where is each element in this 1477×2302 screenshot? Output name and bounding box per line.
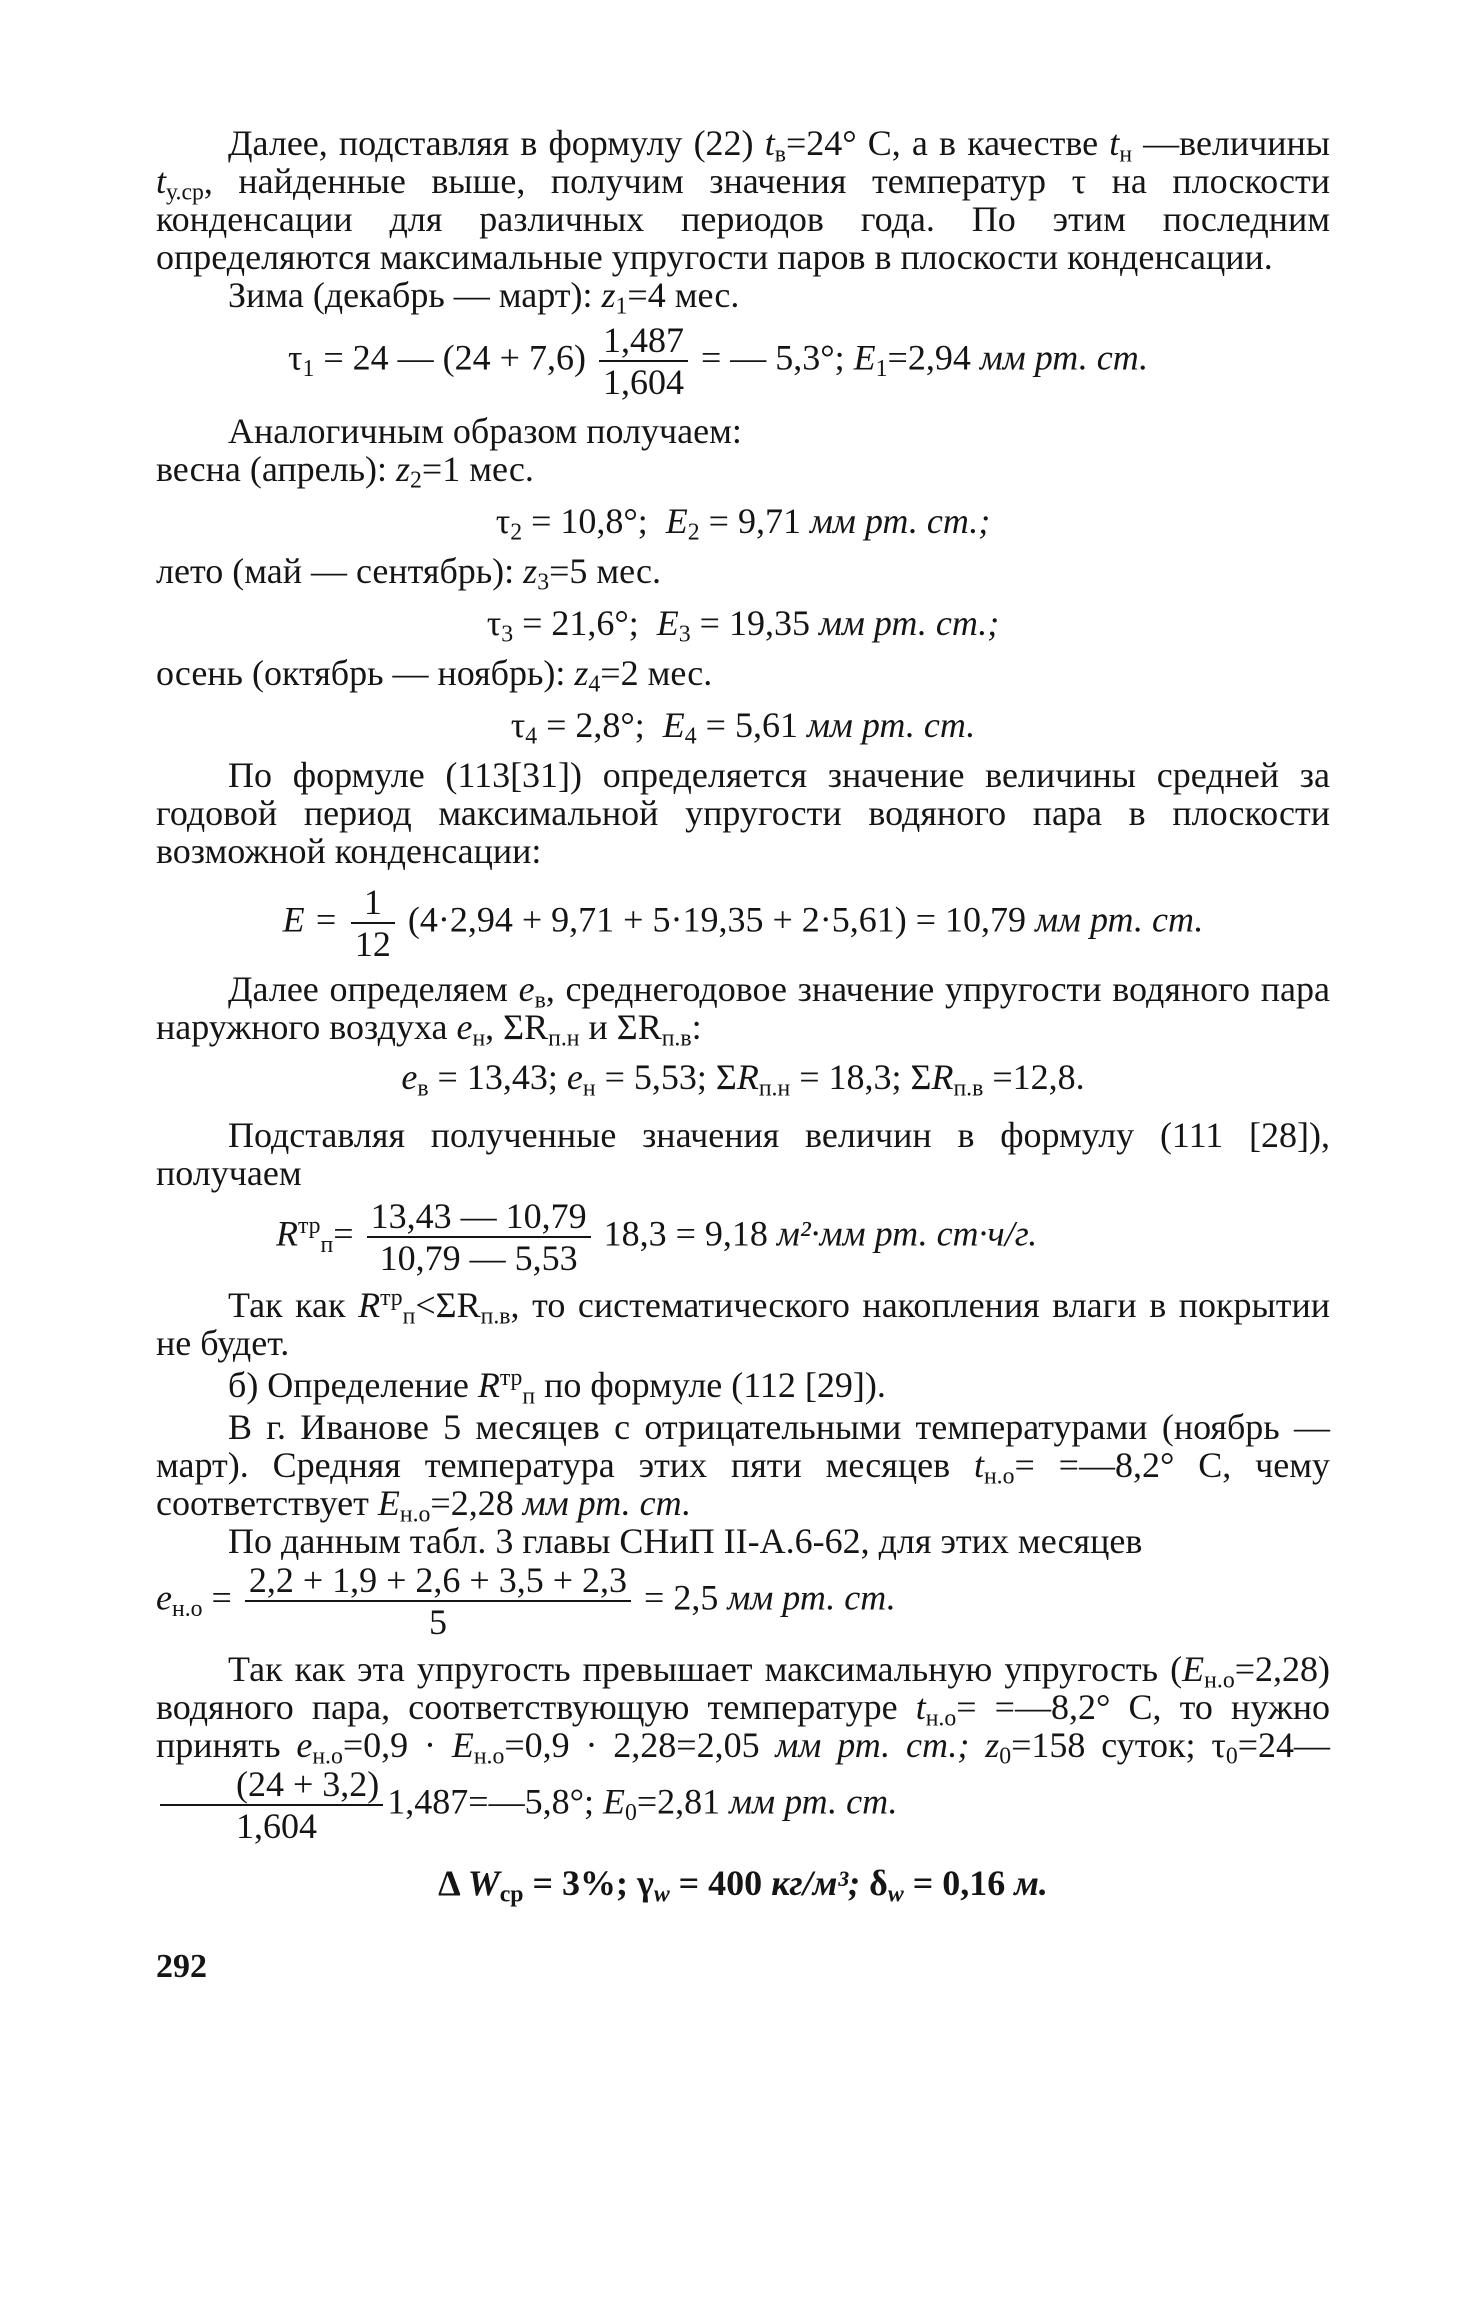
numerator: 1 xyxy=(351,882,395,924)
numerator: 13,43 — 10,79 xyxy=(367,1196,591,1238)
unit: мм рт. ст. xyxy=(727,1577,896,1618)
equation-values: $e_в = 13,43$; $e_н = 5,53$; $\Sigma R_{п.н} = 18,3$; $\Sigma R_{п.в} =12,8$. xyxy=(401,1057,1085,1102)
text: =158 суток; xyxy=(1011,1725,1212,1765)
eq-text: = 13,43; xyxy=(437,1057,558,1097)
paragraph-max-pressure: Так как эта упругость превышает максимальную упругость $(E_{н.о}=2,28)$ водяного пара, соответствующую температуре $t_{н.о}=$ =—8,2° С, то нужно принять $e_{н.о}=0,9 \cdot E_{н.о}=0,9 \cdot 2,28=2,05$ мм рт. ст.; $z_0=158$ суток; $\tau_0=24—$ $\frac{(24 + 3,2)}{1,604}$ 1,487=—5,8°; $E_0=2,81$ мм рт. ст. xyxy=(156,1649,1330,1846)
unit: мм рт. ст.; xyxy=(818,603,1000,643)
unit: мм рт. ст.; xyxy=(809,501,991,541)
unit: мм рт. ст.; xyxy=(775,1725,970,1765)
text: = =—8,2° С, то нужно принять xyxy=(156,1687,1330,1765)
text: =24— xyxy=(1237,1725,1330,1765)
unit: м²·мм рт. ст·ч/г. xyxy=(776,1213,1038,1254)
fraction xyxy=(245,1560,631,1642)
paragraph-no-accumulation: Так как $R^{тр}_п<\Sigma R_{п.в}$, то систематического накопления влаги в покрытии не будет. xyxy=(156,1285,1331,1363)
eq-text: = 3%; xyxy=(532,1863,628,1903)
numerator: 1,487 xyxy=(599,320,688,362)
autumn-line: осень (октябрь — ноябрь): $z_4=2$ мес. xyxy=(156,653,713,698)
numerator: (24 + 3,2) xyxy=(160,1764,383,1806)
text: 1,487=—5,8°; xyxy=(387,1781,603,1822)
summer-line: лето (май — сентябрь): $z_3=5$ мес. xyxy=(156,551,661,596)
paragraph-formula-111: Подставляя полученные значения величин в формулу (111 [28]), получаем xyxy=(156,1115,1330,1193)
unit: мм рт. ст. xyxy=(522,1483,692,1523)
eq-text: = 400 xyxy=(678,1863,763,1903)
text: =5 мес. xyxy=(549,551,661,591)
unit: мм рт. ст. xyxy=(979,337,1149,378)
eq-text: (4·2,94 + 9,71 + 5·19,35 + 2·5,61) = 10,79 xyxy=(407,899,1027,940)
eq-text: = 10,8°; xyxy=(531,501,648,541)
text: Так как эта упругость превышает максимальную упругость ( xyxy=(228,1649,1183,1689)
text: , то систематического накопления влаги в покрытии не будет. xyxy=(156,1285,1331,1363)
text: =2,81 xyxy=(636,1781,730,1822)
eq-text: 18,3 = 9,18 xyxy=(603,1213,768,1254)
eq-text: =2,94 xyxy=(887,337,971,378)
eq-text: = 2,8°; xyxy=(546,705,645,745)
text: =2,28) водяного пара, соответствующую температуре xyxy=(156,1649,1330,1727)
text: по формуле (112 [29]). xyxy=(535,1365,886,1405)
equation-tau3: $\tau_3 = 21,6^\circ$; $E_3 = 19,35$ мм рт. ст.; xyxy=(486,603,1000,648)
superscript: тр xyxy=(298,1213,321,1240)
denominator: 1,604 xyxy=(236,1806,317,1846)
eq-text: = 5,53; xyxy=(604,1057,707,1097)
fraction xyxy=(367,1196,591,1278)
text: Далее, подставляя в формулу (22) xyxy=(228,123,765,163)
eq-text: E = xyxy=(282,899,338,940)
text: осень (октябрь — ноябрь): xyxy=(156,653,575,693)
text: = =—8,2° С, чему соответствует xyxy=(156,1445,1330,1523)
paragraph-definition-b: б) Определение $R^{тр}_п$ по формуле (112 [29]). xyxy=(228,1365,886,1410)
text: =2 мес. xyxy=(600,653,713,693)
equation-E xyxy=(156,882,1330,964)
unit: мм рт. ст. xyxy=(1035,899,1204,940)
text: Так как xyxy=(228,1285,359,1325)
equation-tau4: $\tau_4 = 2,8^\circ$; $E_4 = 5,61$ мм рт. ст. xyxy=(510,705,976,750)
text: и ΣR xyxy=(579,1007,662,1047)
eq-text: = 21,6°; xyxy=(522,603,639,643)
unit: мм рт. ст. xyxy=(806,705,976,745)
analog-line: Аналогичным образом получаем: xyxy=(228,411,742,451)
denominator: 1,604 xyxy=(602,362,684,402)
paragraph-formula-113: По формуле (113[31]) определяется значение величины средней за годовой период максимальной упругости водяного пара в плоскости возможной конденсации: xyxy=(156,755,1330,871)
text: , найденные выше, получим значения температур τ на плоскости конденсации для различных периодов года. По этим последним определяются максимальные упругости паров в плоскости конденсации. xyxy=(156,161,1330,277)
page-number: 292 xyxy=(156,1948,207,1985)
paragraph-intro: Далее, подставляя в формулу (22) $t_в=24^\circ$ С, а в качестве $t_н$ —величины $t_{у.ср}$, найденные выше, получим значения температур τ на плоскости конденсации для различных периодов года. По этим последним определяются максимальные упругости паров в плоскости конденсации. xyxy=(156,123,1330,277)
equation-tau2: $\tau_2 = 10,8^\circ$; $E_2 = 9,71$ мм рт. ст.; xyxy=(495,501,991,546)
paragraph-ivanovo: В г. Иванове 5 месяцев с отрицательными температурами (ноябрь — март). Средняя температура этих пяти месяцев $t_{н.о}=$ =—8,2° С, чему соответствует $E_{н.о}=2,28$ мм рт. ст. xyxy=(156,1407,1330,1528)
text: =0,9 · xyxy=(342,1725,452,1765)
fraction xyxy=(351,882,395,964)
eq-text: = 19,35 xyxy=(699,603,810,643)
denominator: 12 xyxy=(354,924,391,964)
eq-text: = 24 — (24 + 7,6) xyxy=(323,337,586,378)
denominator: 5 xyxy=(428,1602,447,1642)
fraction xyxy=(160,1764,383,1846)
text: В г. Иванове 5 месяцев с отрицательными температурами (ноябрь — март). Средняя температура этих пяти месяцев xyxy=(156,1407,1330,1485)
text: Зима (декабрь — март): xyxy=(228,275,602,315)
unit: мм рт. ст. xyxy=(729,1781,898,1822)
paragraph-snip: По данным табл. 3 главы СНиП II-А.6-62, для этих месяцев xyxy=(228,1521,1143,1561)
text: весна (апрель): xyxy=(156,449,396,489)
eq-text: =12,8. xyxy=(992,1057,1085,1097)
eq-text: = 9,71 xyxy=(708,501,801,541)
numerator: 2,2 + 1,9 + 2,6 + 3,5 + 2,3 xyxy=(245,1560,631,1602)
text: Далее определяем xyxy=(228,969,519,1009)
equation-R: $R^{тр}_п=$ $\frac{13,43 — 10,79}{10,79 — 5,53}$ 18,3 = 9,18 м²·мм рт. ст·ч/г. xyxy=(276,1196,1038,1278)
spring-line: весна (апрель): $z_2=1$ мес. xyxy=(156,449,534,494)
text: : xyxy=(691,1007,702,1047)
denominator: 10,79 — 5,53 xyxy=(379,1238,578,1278)
fraction xyxy=(599,320,688,402)
equation-eno: $e_{н.о}$ = $\frac{2,2 + 1,9 + 2,6 + 3,5 + 2,3}{5}$ = 2,5 мм рт. ст. xyxy=(156,1560,896,1642)
equation-tau1: $\tau_1 = 24$ — (24 + 7,6) $\frac{1,487}{1,604}$ = — 5,3°; $E_1=2,94$ мм рт. ст. xyxy=(288,320,1149,402)
text: =1 мес. xyxy=(421,449,534,489)
eq-text: = — 5,3°; xyxy=(700,337,845,378)
eq-text: = 18,3; xyxy=(799,1057,902,1097)
text: , ΣR xyxy=(485,1007,549,1047)
book-page xyxy=(156,124,1330,1986)
text: =4 мес. xyxy=(627,275,740,315)
text: =24° С, а в качестве xyxy=(785,123,1110,163)
eq-text: = 0,16 xyxy=(912,1863,1006,1903)
unit: м. xyxy=(1014,1863,1048,1903)
eq-text: = 2,5 xyxy=(644,1577,719,1618)
text: <ΣR xyxy=(415,1285,481,1325)
text: , среднегодовое значение упругости водяного пара наружного воздуха xyxy=(156,969,1330,1047)
unit: кг/м³; xyxy=(771,1863,861,1903)
winter-line: Зима (декабрь — март): $z_1=4$ мес. xyxy=(228,275,740,320)
text: лето (май — сентябрь): xyxy=(156,551,524,591)
text: =0,9 · 2,28=2,05 xyxy=(504,1725,776,1765)
text: =2,28 xyxy=(430,1483,523,1523)
equation-last: Δ $W_{ср} = 3\%$; $\gamma_w = 400$ кг/м³; $\delta_w = 0,16$ м. xyxy=(438,1863,1048,1908)
text: б) Определение xyxy=(228,1365,478,1405)
text: —величины xyxy=(1132,123,1330,163)
eq-text: = 5,61 xyxy=(705,705,798,745)
paragraph-define-ev: Далее определяем $e_в$, среднегодовое значение упругости водяного пара наружного воздуха $e_н$, $\Sigma R_{п.н}$ и $\Sigma R_{п.в}$: xyxy=(156,969,1330,1052)
